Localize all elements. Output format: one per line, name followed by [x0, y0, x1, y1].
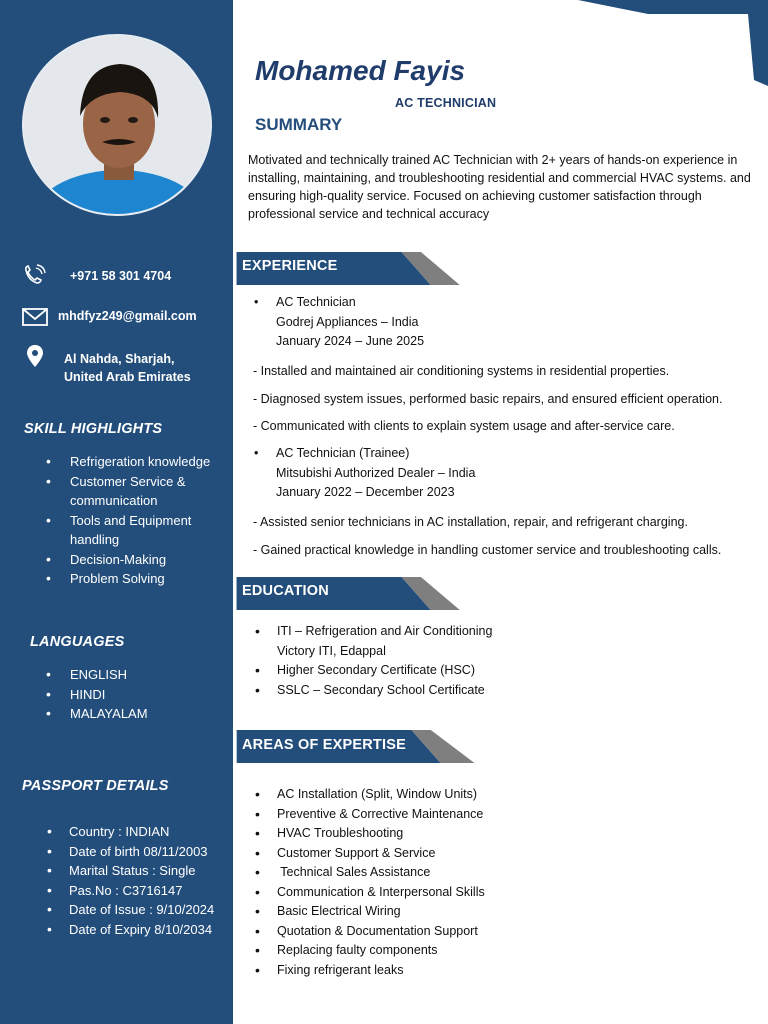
job-entry: • AC Technician (Trainee) Mitsubishi Authorized Dealer – India January 2022 – December 2023 [254, 444, 475, 503]
education-title: • SSLC – Secondary School Certificate [277, 682, 485, 697]
expertise-list [255, 785, 485, 980]
education-title: • ITI – Refrigeration and Air Conditioning [277, 624, 493, 638]
address-line2: United Arab Emirates [64, 370, 191, 384]
job-role: AC TECHNICIAN [395, 96, 497, 110]
skill-item: • Refrigeration knowledge [46, 452, 216, 472]
education-item [255, 661, 492, 681]
expertise-item: • Preventive & Corrective Maintenance [255, 805, 485, 825]
email-address: mhdfyz249@gmail.com [58, 309, 197, 323]
languages-list [46, 665, 148, 724]
skill-item: • Problem Solving [46, 569, 216, 589]
expertise-item: • Technical Sales Assistance [255, 863, 485, 883]
header-decoration [448, 0, 768, 90]
profile-photo [22, 34, 212, 216]
contact-address [22, 344, 191, 386]
job-entry: • AC Technician Godrej Appliances – India January 2024 – June 2025 [254, 293, 424, 352]
expertise-item: • Communication & Interpersonal Skills [255, 883, 485, 903]
skill-item: • Tools and Equipment handling [46, 511, 216, 550]
expertise-item: • Quotation & Documentation Support [255, 922, 485, 942]
languages-heading: LANGUAGES [30, 634, 125, 650]
skills-heading: SKILL HIGHLIGHTS [24, 421, 163, 437]
job-company: Godrej Appliances – India [276, 314, 419, 329]
phone-icon [22, 264, 48, 286]
phone-number: +971 58 301 4704 [70, 269, 172, 283]
language-item: • MALAYALAM [46, 704, 148, 724]
expertise-item: • Replacing faulty components [255, 941, 485, 961]
expertise-item: • Customer Support & Service [255, 844, 485, 864]
job-dates: January 2024 – June 2025 [276, 334, 425, 348]
address-line1: Al Nahda, Sharjah, [64, 352, 175, 366]
skill-item: • Decision-Making [46, 550, 216, 570]
passport-item: • Date of Issue : 9/10/2024 [47, 900, 233, 920]
expertise-item: • HVAC Troubleshooting [255, 824, 485, 844]
passport-item: • Date of birth 08/11/2003 [47, 842, 233, 862]
job-duty: - Installed and maintained air conditioning systems in residential properties. [253, 364, 670, 378]
summary-heading: SUMMARY [255, 115, 343, 134]
envelope-icon [22, 307, 48, 327]
contact-phone[interactable] [22, 264, 171, 286]
passport-list [47, 822, 233, 939]
contact-email[interactable] [22, 307, 197, 327]
job-title: AC Technician [276, 295, 356, 309]
education-institution: Victory ITI, Edappal [277, 643, 386, 658]
passport-item: • Country : INDIAN [47, 822, 233, 842]
job-title: AC Technician (Trainee) [276, 446, 410, 460]
job-duty: - Gained practical knowledge in handling customer service and troubleshooting calls. [253, 543, 722, 557]
education-list [255, 622, 492, 700]
passport-item: • Marital Status : Single [47, 861, 233, 881]
skills-list [46, 452, 216, 589]
skill-item: • Customer Service & communication [46, 472, 216, 511]
job-company: Mitsubishi Authorized Dealer – India [276, 465, 476, 480]
passport-item: • Pas.No : C3716147 [47, 881, 233, 901]
expertise-item: • AC Installation (Split, Window Units) [255, 785, 485, 805]
summary-text: Motivated and technically trained AC Technician with 2+ years of hands-on experience in installing, maintaining, and troubleshooting residential and commercial HVAC systems. and ensuring high-quality service. Focused on achieving customer satisfaction through professional service and technical accuracy [248, 153, 751, 221]
job-duty: - Communicated with clients to explain system usage and after-service care. [253, 419, 675, 433]
candidate-name: Mohamed Fayis [255, 55, 466, 86]
education-title: • Higher Secondary Certificate (HSC) [277, 663, 475, 677]
location-pin-icon [22, 344, 48, 368]
education-item [255, 622, 492, 661]
passport-item: • Date of Expiry 8/10/2034 [47, 920, 233, 940]
job-duty: - Diagnosed system issues, performed basic repairs, and ensured efficient operation. [253, 392, 723, 406]
job-dates: January 2022 – December 2023 [276, 485, 455, 499]
experience-heading: EXPERIENCE [242, 258, 338, 274]
job-duty: - Assisted senior technicians in AC installation, repair, and refrigerant charging. [253, 515, 688, 529]
expertise-item: • Basic Electrical Wiring [255, 902, 485, 922]
expertise-item: • Fixing refrigerant leaks [255, 961, 485, 981]
language-item: • ENGLISH [46, 665, 148, 685]
expertise-heading: AREAS OF EXPERTISE [242, 737, 406, 753]
education-item [255, 681, 492, 701]
language-item: • HINDI [46, 685, 148, 705]
passport-heading: PASSPORT DETAILS [22, 778, 169, 794]
education-heading: EDUCATION [242, 583, 329, 599]
